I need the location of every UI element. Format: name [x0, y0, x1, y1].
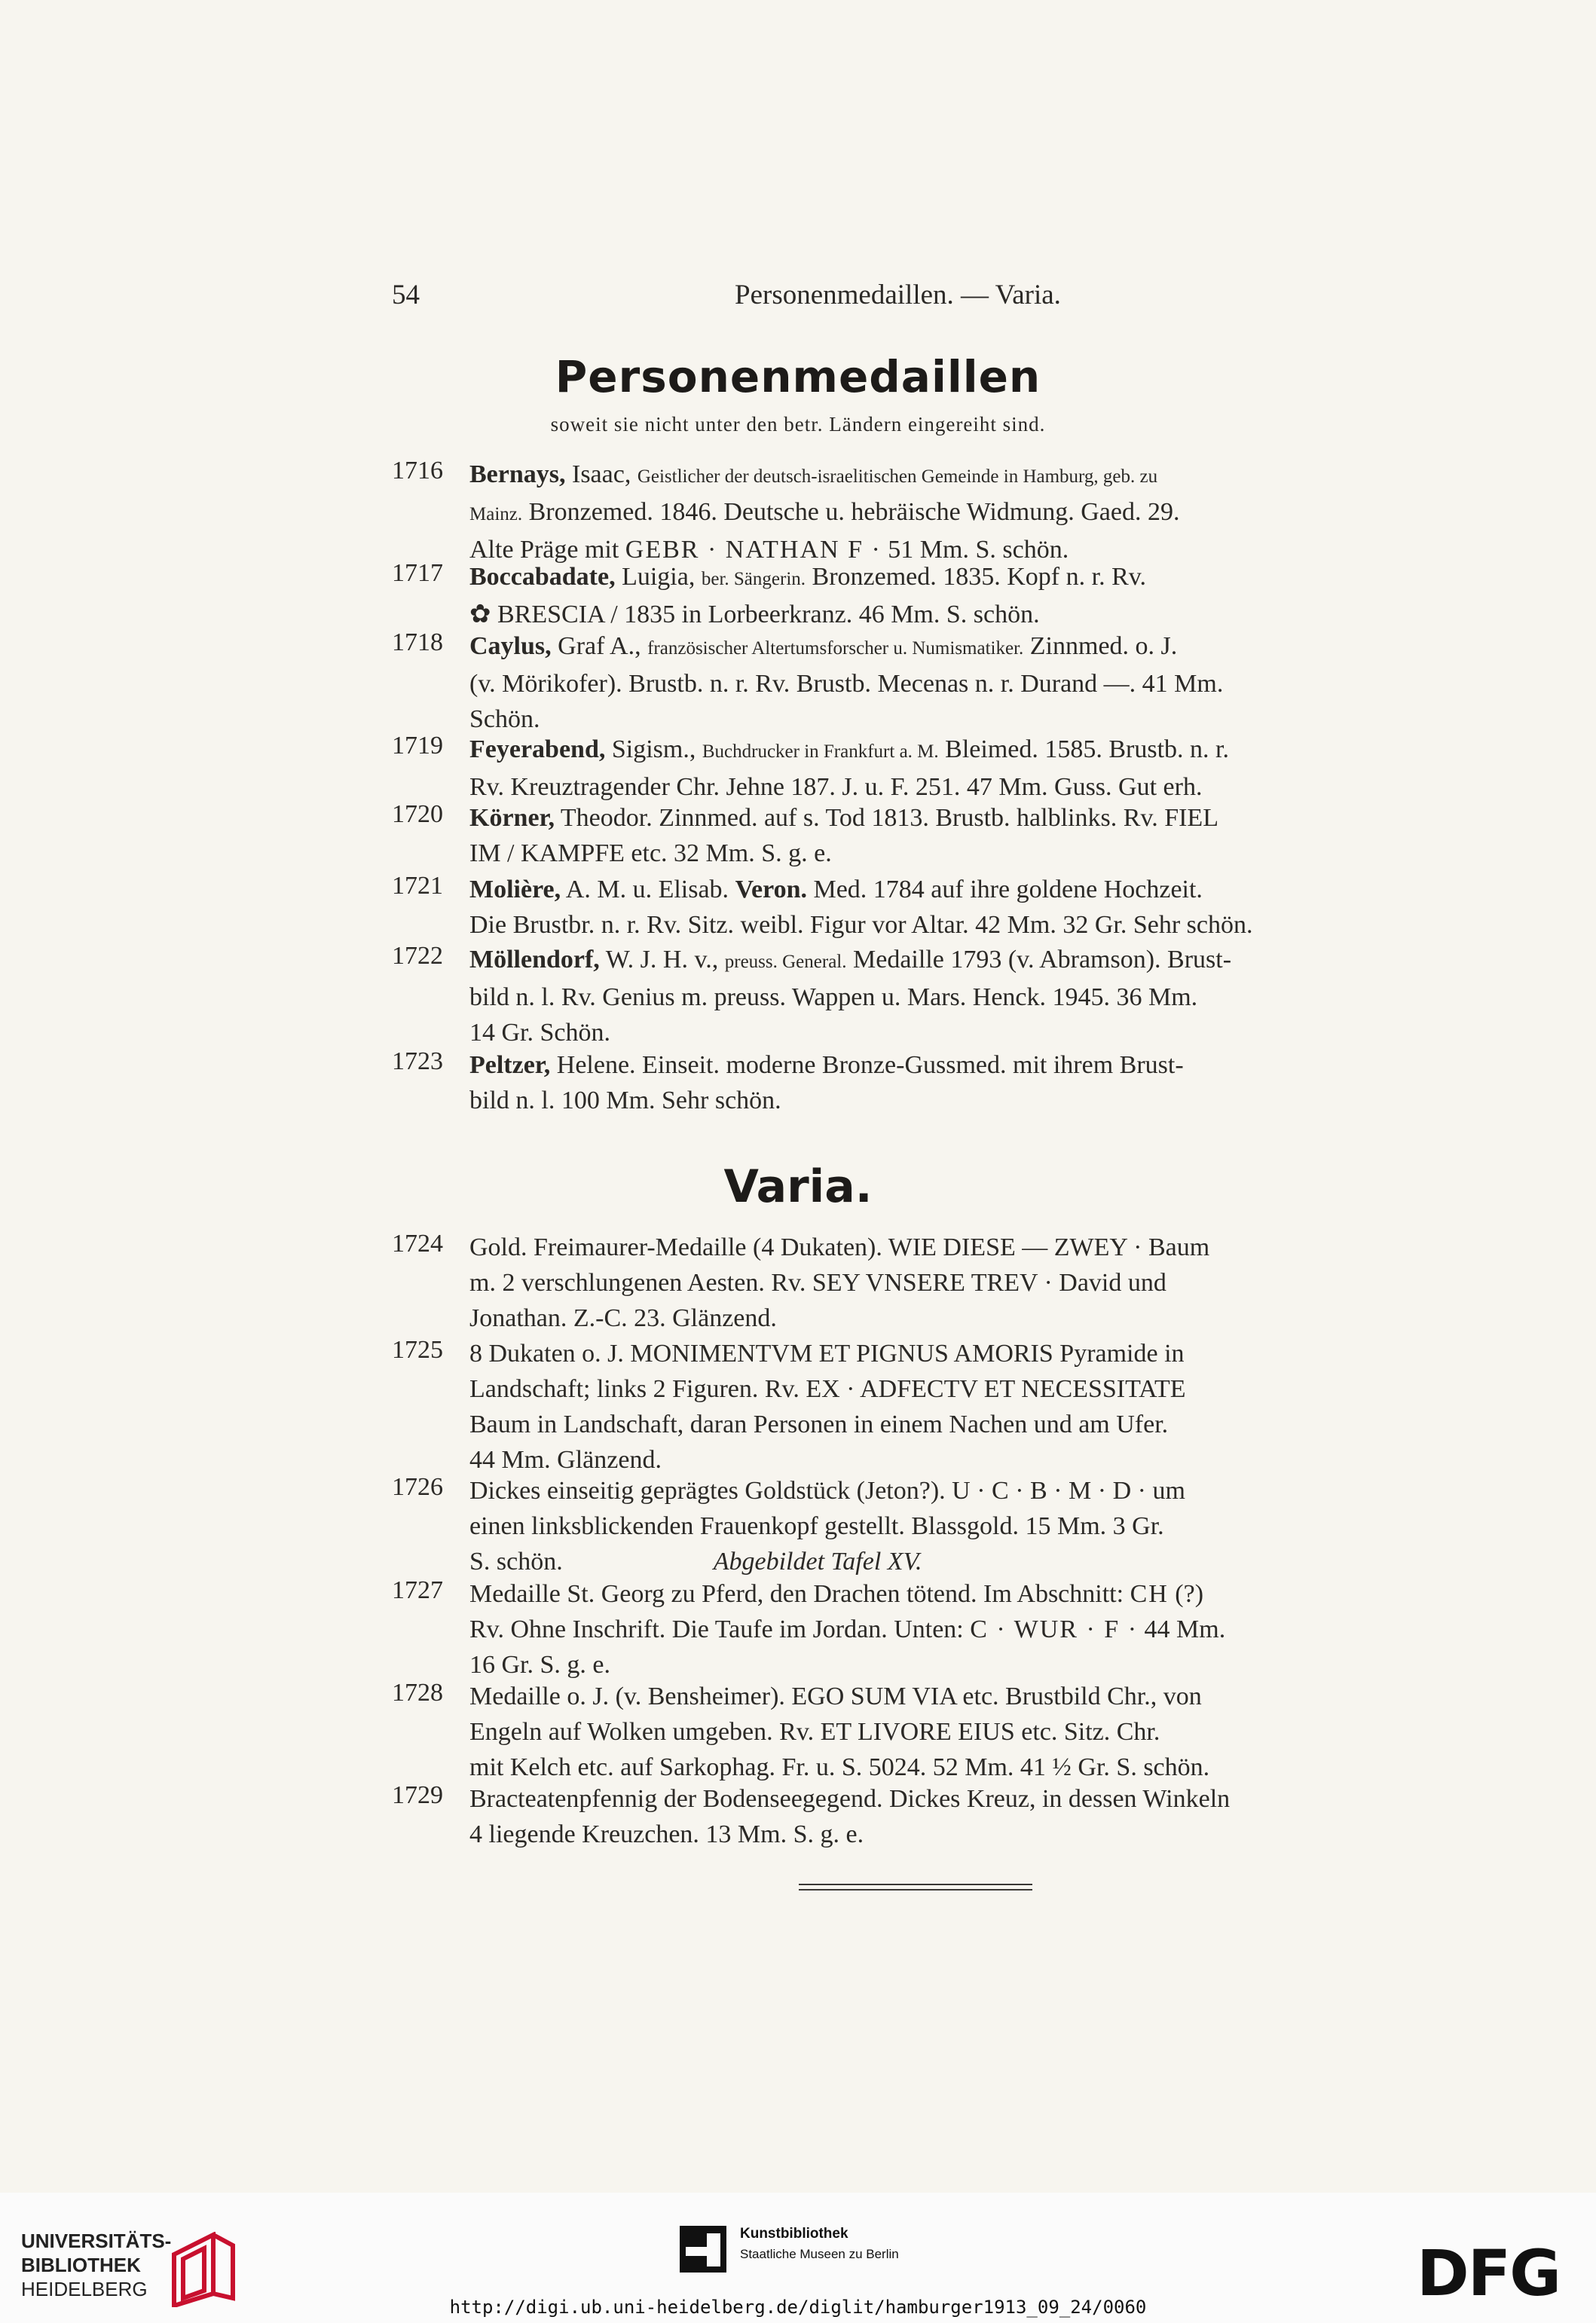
- kunstbibliothek-mark-icon: [680, 2226, 726, 2273]
- lot-number: 1723: [392, 1047, 443, 1075]
- ub-logo-line2: BIBLIOTHEK: [21, 2254, 141, 2276]
- entry-text: Med. 1784 auf ihre goldene Hochzeit.: [806, 876, 1203, 903]
- entry-text: Sigism.,: [605, 735, 702, 763]
- person-name: Möllendorf,: [469, 946, 600, 974]
- catalog-entry-1717: [392, 559, 1454, 632]
- entry-line: Baum in Landschaft, daran Personen in einem Nachen und am Ufer.: [469, 1411, 1169, 1438]
- entry-text: Rv. Ohne Inschrift. Die Taufe im Jordan. Unten:: [469, 1615, 971, 1643]
- catalog-entry-1729: [392, 1781, 1454, 1852]
- lot-number: 1720: [392, 800, 443, 828]
- entry-text: Medaille 1793 (v. Abramson). Brust-: [846, 946, 1232, 974]
- entry-line: IM / KAMPFE etc. 32 Mm. S. g. e.: [469, 839, 832, 867]
- person-name: Boccabadate,: [469, 563, 616, 591]
- catalog-entry-1724: [392, 1230, 1454, 1336]
- ub-heidelberg-mark-icon: [161, 2232, 240, 2307]
- entry-line: Rv. Kreuztragender Chr. Jehne 187. J. u. F. 251. 47 Mm. Guss. Gut erh.: [469, 773, 1203, 801]
- entry-text: A. M. u. Elisab.: [561, 876, 735, 903]
- catalog-entry-1722: [392, 942, 1454, 1050]
- entry-line: bild n. l. Rv. Genius m. preuss. Wappen u. Mars. Henck. 1945. 36 Mm.: [469, 983, 1198, 1011]
- lot-number: 1729: [392, 1781, 443, 1809]
- entry-text: Zinnmed. o. J.: [1023, 632, 1178, 660]
- entry-note: französischer Altertumsforscher u. Numismatiker.: [647, 638, 1024, 659]
- kb-line1: Kunstbibliothek: [740, 2226, 848, 2242]
- entry-text: Helene. Einseit. moderne Bronze-Gussmed. mit ihrem Brust-: [550, 1051, 1184, 1079]
- person-name: Peltzer,: [469, 1051, 551, 1079]
- entry-line: 16 Gr. S. g. e.: [469, 1651, 610, 1679]
- end-rule: [799, 1889, 1032, 1890]
- entry-line: Dickes einseitig geprägtes Goldstück (Jeton?). U · C · B · M · D · um: [469, 1477, 1185, 1505]
- lot-number: 1719: [392, 732, 443, 760]
- lot-number: 1718: [392, 628, 443, 656]
- catalog-entry-1728: [392, 1679, 1454, 1785]
- entry-line: Medaille o. J. (v. Bensheimer). EGO SUM VIA etc. Brustbild Chr., von: [469, 1683, 1202, 1710]
- catalog-entry-1721: [392, 872, 1454, 943]
- catalog-entry-1716: [392, 457, 1454, 567]
- person-name: Feyerabend,: [469, 735, 606, 763]
- entry-text: Medaille St. Georg zu Pferd, den Drachen tötend. Im Abschnitt:: [469, 1580, 1130, 1608]
- dfg-logo[interactable]: DFG: [1417, 2236, 1561, 2310]
- entry-text: Isaac,: [565, 460, 637, 488]
- legend-text: GEBR · NATHAN F ·: [625, 536, 882, 564]
- person-name: Körner,: [469, 804, 555, 832]
- lot-number: 1717: [392, 559, 443, 587]
- entry-line: Jonathan. Z.-C. 23. Glänzend.: [469, 1304, 777, 1332]
- entry-note: Geistlicher der deutsch-israelitischen Gemeinde in Hamburg, geb. zu: [637, 466, 1158, 487]
- entry-text: Bleimed. 1585. Brustb. n. r.: [938, 735, 1229, 763]
- entry-text: Luigia,: [615, 563, 702, 591]
- entry-line: Gold. Freimaurer-Medaille (4 Dukaten). WIE DIESE — ZWEY · Baum: [469, 1233, 1210, 1261]
- lot-number: 1728: [392, 1679, 443, 1707]
- entry-line: ✿ BRESCIA / 1835 in Lorbeerkranz. 46 Mm. S. schön.: [469, 601, 1040, 628]
- digitization-footer: [0, 2193, 1596, 2323]
- entry-note: ber. Sängerin.: [701, 569, 806, 589]
- catalog-entry-1723: [392, 1047, 1454, 1118]
- entry-note: Mainz.: [469, 504, 523, 524]
- section-subtitle: soweit sie nicht unter den betr. Ländern eingereiht sind.: [550, 413, 1046, 436]
- kunstbibliothek-logo[interactable]: [680, 2223, 906, 2283]
- section-title-personenmedaillen: Personenmedaillen: [555, 351, 1041, 402]
- person-name: Molière,: [469, 876, 561, 903]
- entry-text: 51 Mm. S. schön.: [881, 536, 1069, 564]
- entry-line: m. 2 verschlungenen Aesten. Rv. SEY VNSERE TREV · David und: [469, 1269, 1166, 1297]
- plate-reference: Abgebildet Tafel XV.: [713, 1548, 922, 1576]
- entry-line: 44 Mm. Glänzend.: [469, 1446, 662, 1474]
- entry-note: Buchdrucker in Frankfurt a. M.: [702, 741, 939, 762]
- entry-line: einen linksblickenden Frauenkopf gestellt. Blassgold. 15 Mm. 3 Gr.: [469, 1512, 1164, 1540]
- section-title-varia: Varia.: [723, 1160, 873, 1213]
- lot-number: 1725: [392, 1336, 443, 1364]
- entry-line: 14 Gr. Schön.: [469, 1019, 610, 1047]
- entry-line: Engeln auf Wolken umgeben. Rv. ET LIVORE EIUS etc. Sitz. Chr.: [469, 1718, 1160, 1746]
- entry-line: 8 Dukaten o. J. MONIMENTVM ET PIGNUS AMORIS Pyramide in: [469, 1340, 1185, 1368]
- entry-line: Schön.: [469, 705, 540, 733]
- entry-line: Landschaft; links 2 Figuren. Rv. EX · ADFECTV ET NECESSITATE: [469, 1375, 1186, 1403]
- lot-number: 1721: [392, 872, 443, 900]
- ub-logo-line3: HEIDELBERG: [21, 2278, 148, 2300]
- entry-text: 44 Mm.: [1138, 1615, 1226, 1643]
- page-number: 54: [392, 280, 420, 310]
- entry-line: bild n. l. 100 Mm. Sehr schön.: [469, 1087, 781, 1114]
- catalog-entry-1720: [392, 800, 1454, 871]
- lot-number: 1716: [392, 457, 443, 484]
- catalog-entry-1719: [392, 732, 1454, 805]
- entry-text: (?): [1168, 1580, 1204, 1608]
- ub-logo-line1: UNIVERSITÄTS-: [21, 2230, 172, 2252]
- catalog-entry-1726: [392, 1473, 1454, 1579]
- entry-text: Bronzemed. 1846. Deutsche u. hebräische Widmung. Gaed. 29.: [522, 498, 1180, 526]
- running-title: Personenmedaillen. — Varia.: [735, 280, 1061, 310]
- entry-line: Die Brustbr. n. r. Rv. Sitz. weibl. Figur vor Altar. 42 Mm. 32 Gr. Sehr schön.: [469, 911, 1253, 939]
- catalog-entry-1725: [392, 1336, 1454, 1478]
- entry-line: Bracteatenpfennig der Bodenseegegend. Dickes Kreuz, in dessen Winkeln: [469, 1785, 1231, 1813]
- entry-line: mit Kelch etc. auf Sarkophag. Fr. u. S. 5024. 52 Mm. 41 ½ Gr. S. schön.: [469, 1753, 1210, 1781]
- entry-note: preuss. General.: [724, 952, 847, 972]
- entry-text: Graf A.,: [551, 632, 648, 660]
- person-name: Bernays,: [469, 460, 566, 488]
- entry-text: Alte Präge mit: [469, 536, 625, 564]
- lot-number: 1722: [392, 942, 443, 970]
- entry-line: 4 liegende Kreuzchen. 13 Mm. S. g. e.: [469, 1820, 864, 1848]
- lot-number: 1724: [392, 1230, 443, 1258]
- catalog-entry-1727: [392, 1576, 1454, 1683]
- entry-line: (v. Mörikofer). Brustb. n. r. Rv. Brustb. Mecenas n. r. Durand —. 41 Mm.: [469, 670, 1224, 698]
- entry-text: W. J. H. v.,: [599, 946, 725, 974]
- permalink-url[interactable]: http://digi.ub.uni-heidelberg.de/diglit/hamburger1913_09_24/0060: [449, 2297, 1147, 2318]
- legend-text: CH: [1130, 1580, 1169, 1608]
- entry-text: Bronzemed. 1835. Kopf n. r. Rv.: [806, 563, 1147, 591]
- legend-text: C · WUR · F ·: [970, 1615, 1139, 1643]
- lot-number: 1727: [392, 1576, 443, 1604]
- end-rule: [799, 1884, 1032, 1885]
- lot-number: 1726: [392, 1473, 443, 1501]
- person-name: Caylus,: [469, 632, 552, 660]
- person-name: Veron.: [735, 876, 807, 903]
- kb-line2: Staatliche Museen zu Berlin: [740, 2247, 899, 2261]
- entry-text: Theodor. Zinnmed. auf s. Tod 1813. Brustb. halblinks. Rv. FIEL: [555, 804, 1218, 832]
- entry-text: S. schön.: [469, 1548, 563, 1576]
- running-header: [392, 279, 1454, 321]
- catalog-entry-1718: [392, 628, 1454, 737]
